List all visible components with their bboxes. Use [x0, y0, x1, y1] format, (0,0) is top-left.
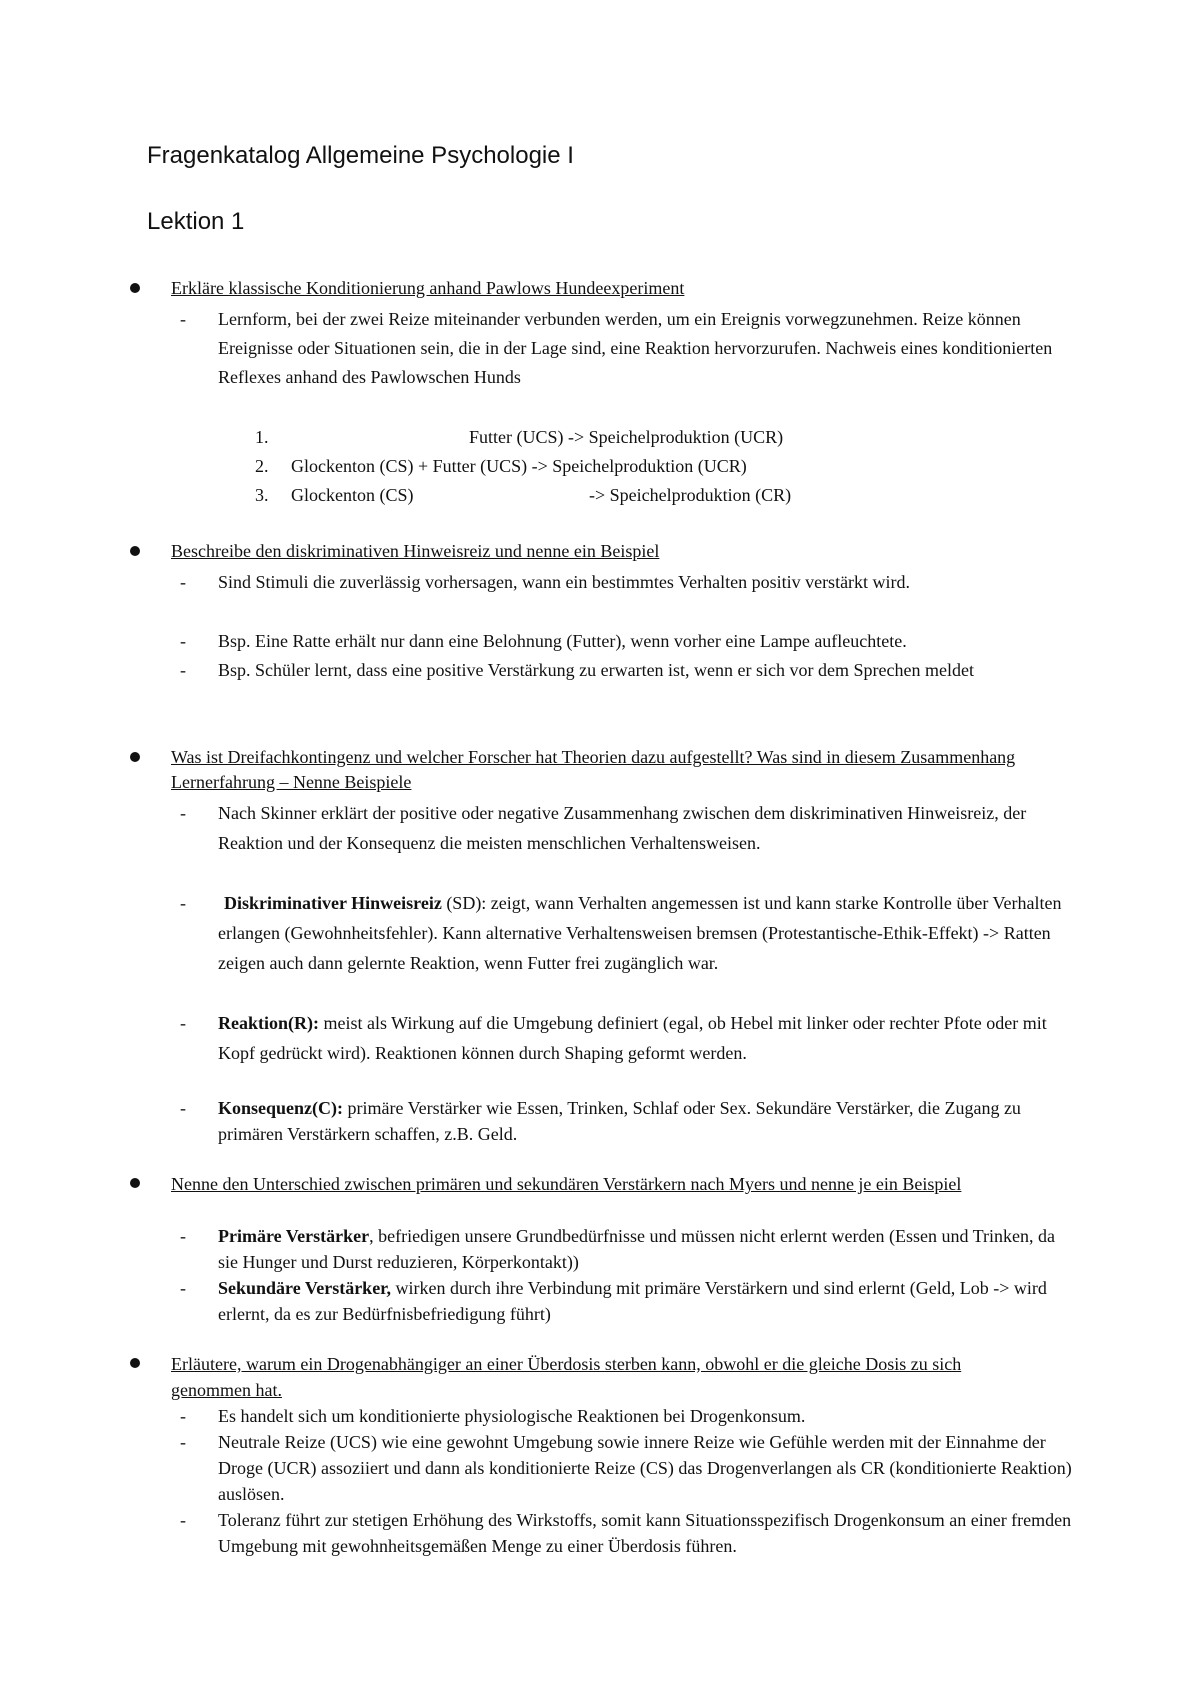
bullet-icon: [130, 546, 140, 556]
step-text: Glockenton (CS) + Futter (UCS) -> Speichelproduktion (UCR): [291, 456, 747, 476]
step-number: 3.: [255, 485, 269, 505]
dash-marker: -: [180, 572, 186, 592]
answer-text: Toleranz führt zur stetigen Erhöhung des Wirkstoffs, somit kann Situationsspezifisch Drogenkonsum an einer fremden Umgebung mit gewohnheitsgemäßen Menge zu einer Überdosis führen.: [218, 1510, 1072, 1556]
answer-text: Bsp. Schüler lernt, dass eine positive Verstärkung zu erwarten ist, wenn er sich vor dem Sprechen meldet: [218, 660, 974, 680]
question-title: Was ist Dreifachkontingenz und welcher Forscher hat Theorien dazu aufgestellt? Was sind in diesem Zusammenhang Lernerfahrung – Nenne Beispiele: [171, 747, 1016, 792]
question-title: Erläutere, warum ein Drogenabhängiger an einer Überdosis sterben kann, obwohl er die gleiche Dosis zu sich genommen hat.: [171, 1354, 962, 1400]
answer-text-wrap: [218, 888, 1078, 978]
dash-marker: -: [180, 309, 186, 329]
answer-text: Lernform, bei der zwei Reize miteinander verbunden werden, um ein Ereignis vorwegzunehmen. Reize können Ereignisse oder Situationen sein, die in der Lage sind, eine Reaktion hervorzurufen. Nachweis eines konditionierten Reflexes anhand des Pawlowschen Hunds: [218, 309, 1053, 387]
answer-bold-term: Diskriminativer Hinweisreiz: [224, 893, 442, 913]
step-number: 1.: [255, 427, 269, 447]
answer-text: , befriedigen unsere Grundbedürfnisse und müssen nicht erlernt werden (Essen und Trinken, da sie Hunger und Durst reduzieren, Körperkontakt)): [218, 1226, 1055, 1272]
answer-text-wrap: [218, 1275, 1078, 1327]
answer-bold-term: Konsequenz(C):: [218, 1098, 343, 1118]
step-text-left: Glockenton (CS): [291, 485, 414, 505]
answer-text-wrap: [218, 1008, 1078, 1068]
dash-marker: -: [180, 1098, 186, 1118]
dash-marker: -: [180, 1432, 186, 1452]
answer-text: Nach Skinner erklärt der positive oder negative Zusammenhang zwischen dem diskriminativen Hinweisreiz, der Reaktion und der Konsequenz die meisten menschlichen Verhaltensweisen.: [218, 803, 1027, 853]
answer-bold-term: Primäre Verstärker: [218, 1226, 370, 1246]
answer-text: Es handelt sich um konditionierte physiologische Reaktionen bei Drogenkonsum.: [218, 1406, 806, 1426]
dash-marker: -: [180, 803, 186, 823]
lesson-heading: Lektion 1: [147, 208, 245, 235]
dash-marker: -: [180, 893, 186, 913]
step-text: Futter (UCS) -> Speichelproduktion (UCR): [469, 427, 784, 447]
dash-marker: -: [180, 1406, 186, 1426]
answer-bold-term: Sekundäre Verstärker,: [218, 1278, 392, 1298]
dash-marker: -: [180, 660, 186, 680]
bullet-icon: [130, 752, 140, 762]
dash-marker: -: [180, 1278, 186, 1298]
question-title: Erkläre klassische Konditionierung anhand Pawlows Hundeexperiment: [171, 278, 685, 298]
bullet-icon: [130, 1358, 140, 1368]
dash-marker: -: [180, 1013, 186, 1033]
question-title: Nenne den Unterschied zwischen primären und sekundären Verstärkern nach Myers und nenne je ein Beispiel: [171, 1174, 962, 1194]
answer-text: Neutrale Reize (UCS) wie eine gewohnt Umgebung sowie innere Reize wie Gefühle werden mit der Einnahme der Droge (UCR) assoziiert und dann als konditionierte Reize (CS) das Drogenverlangen als CR (konditionierte Reaktion) auslösen.: [218, 1432, 1072, 1504]
step-number: 2.: [255, 456, 269, 476]
dash-marker: -: [180, 1226, 186, 1246]
answer-text-wrap: [218, 1095, 1078, 1147]
step-text-right: -> Speichelproduktion (CR): [589, 485, 792, 505]
answer-text-wrap: [218, 1223, 1078, 1275]
dash-marker: -: [180, 631, 186, 651]
document-title: Fragenkatalog Allgemeine Psychologie I: [147, 142, 574, 169]
bullet-icon: [130, 1178, 140, 1188]
answer-bold-term: Reaktion(R):: [218, 1013, 319, 1033]
answer-text: meist als Wirkung auf die Umgebung definiert (egal, ob Hebel mit linker oder rechter Pfote oder mit Kopf gedrückt wird). Reaktionen können durch Shaping geformt werden.: [218, 1013, 1047, 1063]
answer-text: (SD): zeigt, wann Verhalten angemessen ist und kann starke Kontrolle über Verhalten erlangen (Gewohnheitsfehler). Kann alternative Verhaltensweisen bremsen (Protestantische-Ethik-Effekt) -> Ratten zeigen auch dann gelernte Reaktion, wenn Futter frei zugänglich war.: [218, 893, 1062, 973]
answer-text: Sind Stimuli die zuverlässig vorhersagen, wann ein bestimmtes Verhalten positiv verstärkt wird.: [218, 572, 911, 592]
question-title: Beschreibe den diskriminativen Hinweisreiz und nenne ein Beispiel: [171, 541, 660, 561]
answer-text: wirken durch ihre Verbindung mit primäre Verstärkern und sind erlernt (Geld, Lob -> wird erlernt, da es zur Bedürfnisbefriedigung führt): [218, 1278, 1047, 1324]
answer-text: Bsp. Eine Ratte erhält nur dann eine Belohnung (Futter), wenn vorher eine Lampe aufleuchtete.: [218, 631, 907, 651]
bullet-icon: [130, 283, 140, 293]
answer-text: primäre Verstärker wie Essen, Trinken, Schlaf oder Sex. Sekundäre Verstärker, die Zugang zu primären Verstärkern schaffen, z.B. Geld.: [218, 1098, 1021, 1144]
dash-marker: -: [180, 1510, 186, 1530]
